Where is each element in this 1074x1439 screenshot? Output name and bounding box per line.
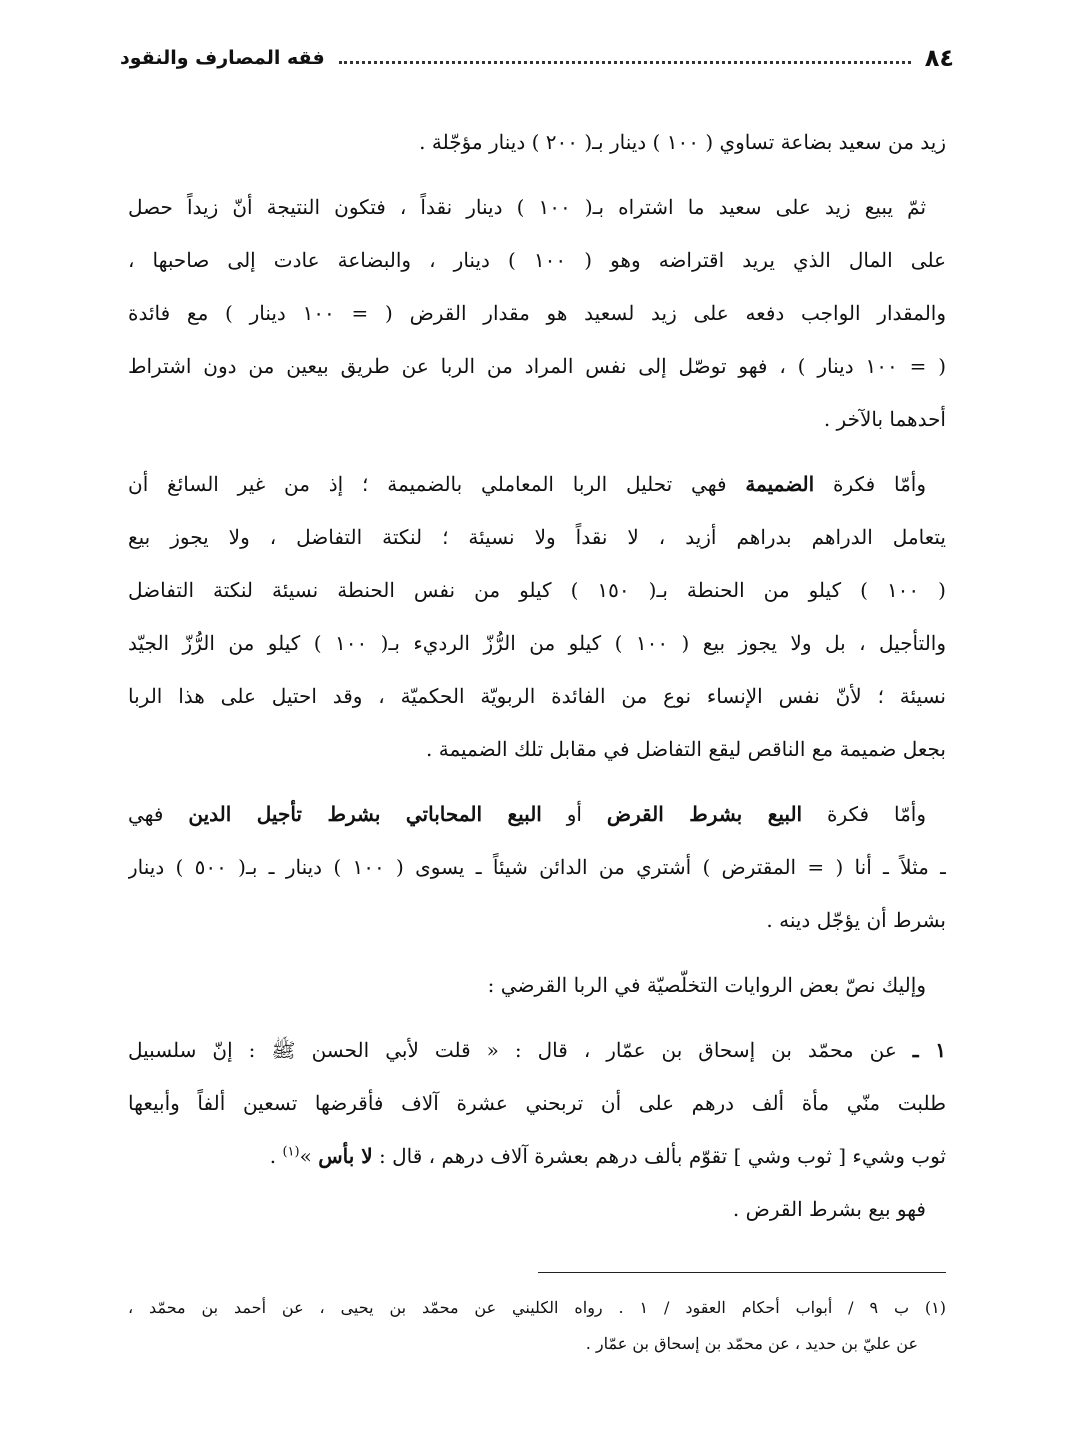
text-line: يتعامل الدراهم بدراهم أزيد ، لا نقداً ولا نسيئة ؛ لنكتة التفاضل ، ولا يجوز بيع <box>128 525 946 549</box>
footnotes <box>128 1290 946 1362</box>
text-span: فهي تحليل الربا المعاملي بالضميمة ؛ إذ من غير السائغ أن <box>128 472 746 496</box>
text-line: على المال الذي يريد اقتراضه وهو ( ١٠٠ ) دينار ، والبضاعة عادت إلى صاحبها ، <box>128 248 946 272</box>
running-title: فقه المصارف والنقود <box>120 47 325 69</box>
footnote-line: (١) ب ٩ / أبواب أحكام العقود / ١ . رواه الكليني عن محمّد بن يحيى ، عن أحمد بن محمّد ، <box>128 1298 946 1317</box>
text-line <box>128 1024 946 1077</box>
page-header <box>120 38 954 78</box>
text-line: زيد من سعيد بضاعة تساوي ( ١٠٠ ) دينار بـ( ٢٠٠ ) دينار مؤجّلة . <box>419 130 946 154</box>
text-line: طلبت منّي مأة ألف درهم على أن تربحني عشرة آلاف فأقرضها تسعين ألفاً وأبيعها <box>128 1091 946 1115</box>
text-line <box>128 788 946 841</box>
page-number: ٨٤ <box>924 44 954 72</box>
footnote-marker[interactable]: (١) <box>282 1144 300 1160</box>
text-span: . <box>269 1144 283 1168</box>
text-line: ( ١٠٠ ) كيلو من الحنطة بـ( ١٥٠ ) كيلو من نفس الحنطة نسيئة لنكتة التفاضل <box>128 578 946 602</box>
text-span: وأمّا فكرة <box>814 472 926 496</box>
item-number: ١ ـ <box>912 1038 946 1062</box>
text-span: ثوب وشيء [ ثوب وشي ] تقوّم بألف درهم بعشرة آلاف درهم ، قال : <box>372 1144 946 1168</box>
header-dotted-leader <box>339 61 911 64</box>
text-line: بشرط أن يؤجّل دينه . <box>766 908 946 932</box>
text-line: ـ مثلاً ـ أنا ( = المقترض ) أشتري من الدائن شيئاً ـ يسوى ( ١٠٠ ) دينار ـ بـ( ٥٠٠ ) دينار <box>128 855 946 879</box>
text-span: فهي <box>128 802 189 826</box>
text-line: والتأجيل ، بل ولا يجوز بيع ( ١٠٠ ) كيلو من الرُّزّ الرديء بـ( ١٠٠ ) كيلو من الرُّزّ الجيّد <box>128 631 946 655</box>
bold-term: البيع بشرط القرض <box>606 802 803 826</box>
bold-term: لا بأس <box>318 1144 373 1168</box>
footnote-line: عن عليّ بن حديد ، عن محمّد بن إسحاق بن عمّار . <box>585 1334 918 1353</box>
footnote-separator <box>538 1272 946 1273</box>
text-line: نسيئة ؛ لأنّ نفس الإنساء نوع من الفائدة الربويّة الحكميّة ، وقد احتيل على هذا الربا <box>128 684 946 708</box>
text-line: فهو بيع بشرط القرض . <box>732 1197 926 1221</box>
text-span: وأمّا فكرة <box>802 802 927 826</box>
text-line: والمقدار الواجب دفعه على زيد لسعيد هو مقدار القرض ( = ١٠٠ دينار ) مع فائدة <box>128 301 946 325</box>
text-line <box>128 458 946 511</box>
text-line: أحدهما بالآخر . <box>823 407 946 431</box>
text-line <box>128 1130 946 1183</box>
text-span: » <box>299 1144 319 1168</box>
main-text <box>128 116 946 1236</box>
text-line: ( = ١٠٠ دينار ) ، فهو توصّل إلى نفس المراد من الربا عن طريق بيعين من دون اشتراط <box>128 354 946 378</box>
text-line: ثمّ يبيع زيد على سعيد ما اشتراه بـ( ١٠٠ ) دينار نقداً ، فتكون النتيجة أنّ زيداً حصل <box>128 195 927 219</box>
bold-term: الضميمة <box>745 472 815 496</box>
text-span: عن محمّد بن إسحاق بن عمّار ، قال : « قلت لأبي الحسن ﷺ : إنّ سلسبيل <box>128 1038 913 1062</box>
text-span: أو <box>541 802 607 826</box>
text-line: بجعل ضميمة مع الناقص ليقع التفاضل في مقابل تلك الضميمة . <box>426 737 946 761</box>
text-line: وإليك نصّ بعض الروايات التخلّصيّة في الربا القرضي : <box>487 973 926 997</box>
bold-term: البيع المحاباتي بشرط تأجيل الدين <box>188 802 542 826</box>
